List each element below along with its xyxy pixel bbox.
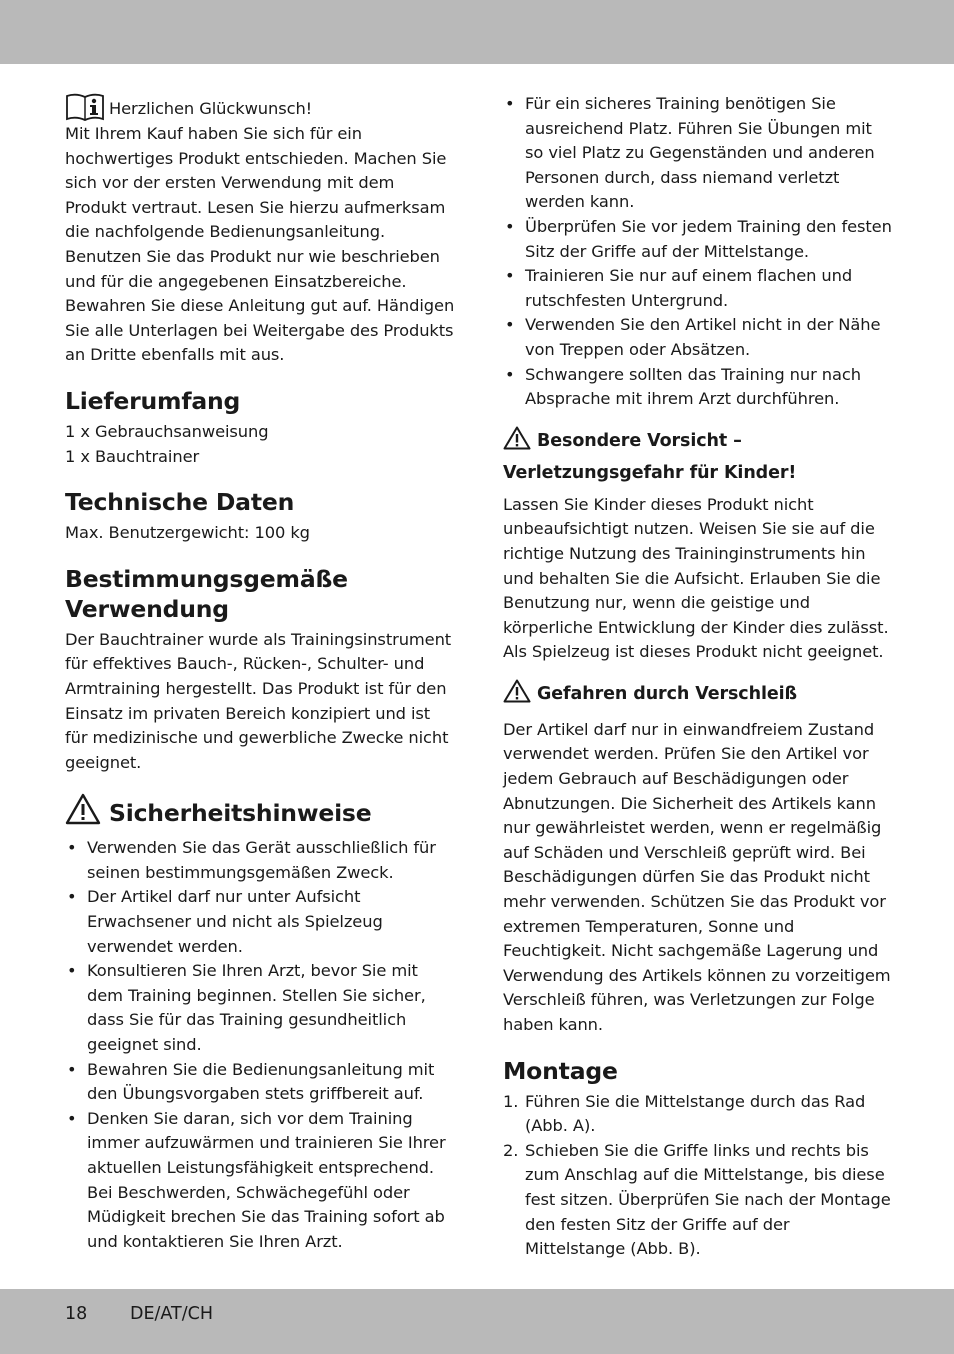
montage-title: Montage	[503, 1056, 618, 1085]
list-item: • Schwangere sollten das Training nur nach Absprache mit ihrem Arzt durchführen.	[503, 363, 893, 412]
warning-triangle-icon	[65, 793, 101, 832]
verschleiss-heading	[503, 679, 893, 712]
sicherheit-list-right	[503, 92, 893, 412]
warning-triangle-icon	[503, 426, 531, 459]
lieferumfang-item: 1 x Gebrauchsanweisung	[65, 421, 269, 441]
header-bar	[0, 0, 954, 64]
lieferumfang-list	[65, 420, 457, 469]
footer-locale: DE/AT/CH	[130, 1304, 214, 1324]
vorsicht-text: Lassen Sie Kinder dieses Produkt nicht unbeaufsichtigt nutzen. Weisen Sie sie auf die richtige Nutzung des Traininginstruments hin und behalten Sie die Aufsicht. Erlauben Sie die Benutzung nur, wenn die geistige und körperliche Entwicklung der Kinder dies zulässt. Als Spielzeug ist dieses Produkt nicht geeignet.	[503, 494, 889, 662]
list-item: • Verwenden Sie den Artikel nicht in der Nähe von Treppen oder Absätzen.	[503, 313, 893, 362]
intro-heading	[65, 92, 457, 122]
info-book-icon	[65, 92, 105, 122]
list-item: • Der Artikel darf nur unter Aufsicht Erwachsener und nicht als Spielzeug verwendet werden.	[65, 885, 457, 959]
sicherheit-list-left	[65, 836, 457, 1254]
bestimmung-title: Bestimmungsgemäße Verwendung	[65, 564, 348, 623]
lieferumfang-item: 1 x Bauchtrainer	[65, 446, 200, 466]
intro-text: Mit Ihrem Kauf haben Sie sich für ein hochwertiges Produkt entschieden. Machen Sie sich vor der ersten Verwendung mit dem Produkt vertraut. Lesen Sie hierzu aufmerksam die nachfolgende Bedienungsanleitung. Benutzen Sie das Produkt nur wie beschrieben und für die angegebenen Einsatzbereiche. Bewahren Sie diese Anleitung gut auf. Händigen Sie alle Unterlagen bei Weitergabe des Produkts an Dritte ebenfalls mit aus.	[65, 124, 455, 365]
right-column	[503, 92, 893, 1262]
list-item: • Denken Sie daran, sich vor dem Training immer aufzuwärmen und trainieren Sie Ihrer aktuellen Leistungsfähigkeit entsprechend. Bei Beschwerden, Schwächegefühl oder Müdigkeit brechen Sie das Training sofort ab und kontaktieren Sie Ihren Arzt.	[65, 1107, 457, 1255]
list-item: • Trainieren Sie nur auf einem flachen und rutschfesten Untergrund.	[503, 264, 893, 313]
list-item: • Bewahren Sie die Bedienungsanleitung mit den Übungsvorgaben stets griffbereit auf.	[65, 1058, 457, 1107]
step-text: Führen Sie die Mittelstange durch das Rad (Abb. A).	[525, 1091, 866, 1136]
list-item: • Verwenden Sie das Gerät ausschließlich für seinen bestimmungsgemäßen Zweck.	[65, 836, 457, 885]
technische-daten-title: Technische Daten	[65, 488, 295, 517]
page-number: 18	[65, 1304, 88, 1324]
step-number: 1.	[503, 1091, 519, 1111]
verschleiss-text: Der Artikel darf nur in einwandfreiem Zustand verwendet werden. Prüfen Sie den Artikel vor jedem Gebrauch auf Beschädigungen oder Abnutzungen. Die Sicherheit des Artikels kann nur gewährleistet werden, wenn er regelmäßig auf Schäden und Verschleiß geprüft wird. Bei Beschädigungen dürfen Sie das Produkt nicht mehr verwenden. Schützen Sie das Produkt vor extremen Temperaturen, Sonne und Feuchtigkeit. Nicht sachgemäße Lagerung und Verwendung des Artikels können zu vorzeitigem Verschleiß führen, was Verletzungen zur Folge haben kann.	[503, 719, 891, 1034]
lieferumfang-title: Lieferumfang	[65, 386, 241, 415]
list-item: • Konsultieren Sie Ihren Arzt, bevor Sie mit dem Training beginnen. Stellen Sie sicher, dass Sie für das Training gesundheitlich geeignet sind.	[65, 959, 457, 1057]
bestimmung-text: Der Bauchtrainer wurde als Trainingsinstrument für effektives Bauch-, Rücken-, Schulter- und Armtraining hergestellt. Das Produkt ist für den Einsatz im privaten Bereich konzipiert und ist für medizinische und gewerbliche Zwecke nicht geeignet.	[65, 629, 452, 772]
list-item: • Überprüfen Sie vor jedem Training den festen Sitz der Griffe auf der Mittelstange.	[503, 215, 893, 264]
list-item: • Für ein sicheres Training benötigen Sie ausreichend Platz. Führen Sie Übungen mit so viel Platz zu Gegenständen und anderen Personen durch, dass niemand verletzt werden kann.	[503, 92, 893, 215]
technische-daten-text: Max. Benutzergewicht: 100 kg	[65, 523, 310, 543]
montage-steps	[503, 1090, 893, 1262]
montage-step	[503, 1139, 893, 1262]
intro-greeting: Herzlichen Glückwunsch!	[109, 99, 313, 119]
vorsicht-title: Besondere Vorsicht – Verletzungsgefahr für Kinder!	[503, 430, 797, 483]
sicherheit-title: Sicherheitshinweise	[109, 798, 372, 827]
sicherheit-heading	[65, 793, 457, 832]
step-number: 2.	[503, 1140, 519, 1160]
vorsicht-heading	[503, 426, 893, 487]
step-text: Schieben Sie die Griffe links und rechts bis zum Anschlag auf die Mittelstange, bis diese fest sitzen. Überprüfen Sie nach der Montage den festen Sitz der Griffe auf der Mittelstange (Abb. B).	[525, 1140, 891, 1259]
left-column	[65, 92, 457, 1254]
verschleiss-title: Gefahren durch Verschleiß	[537, 683, 797, 704]
montage-step	[503, 1090, 893, 1139]
warning-triangle-icon	[503, 679, 531, 712]
